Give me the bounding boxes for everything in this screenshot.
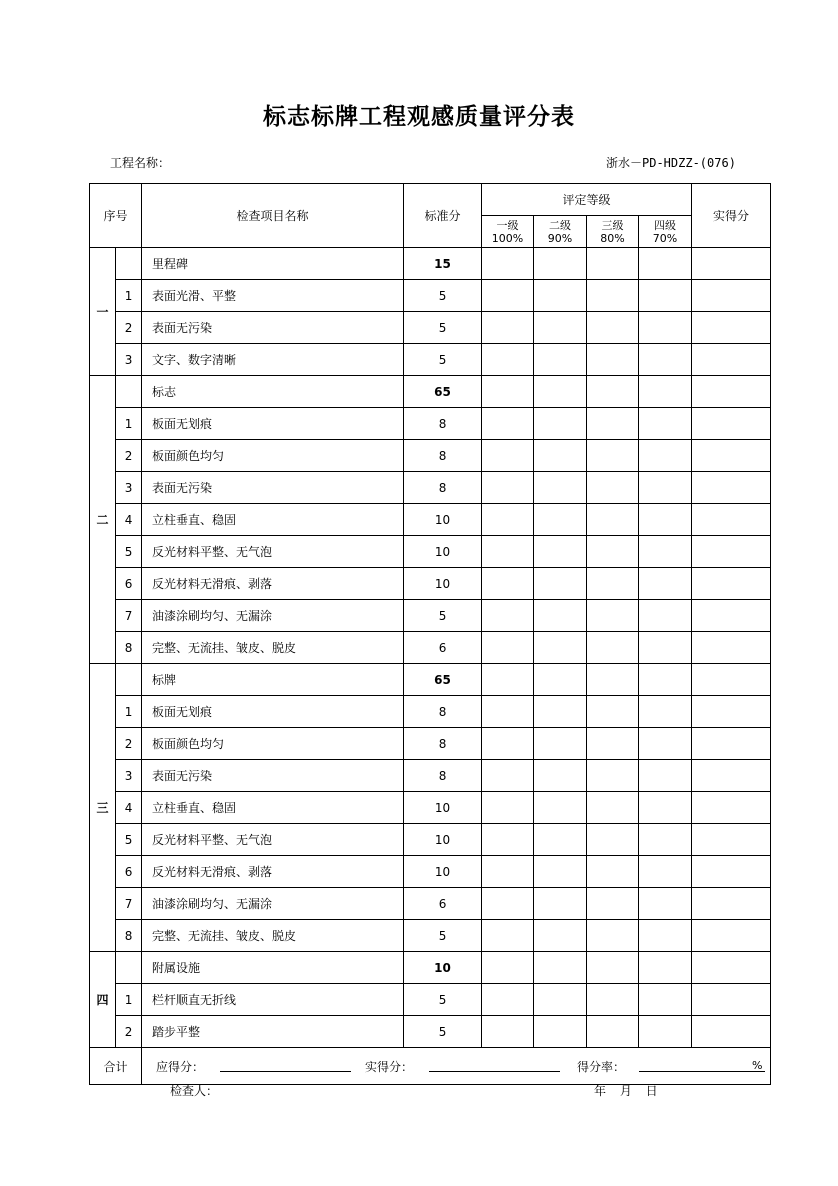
grade-cell[interactable] [639, 472, 692, 504]
actual-score-cell[interactable] [692, 888, 771, 920]
actual-score-cell[interactable] [692, 728, 771, 760]
table-row [90, 792, 771, 824]
table-row [90, 568, 771, 600]
grade-cell[interactable] [482, 312, 534, 344]
item-standard-score: 10 [404, 536, 482, 568]
item-name: 立柱垂直、稳固 [142, 504, 404, 536]
actual-score-cell[interactable] [692, 952, 771, 984]
grade-cell[interactable] [482, 920, 534, 952]
actual-score-cell[interactable] [692, 760, 771, 792]
page-title: 标志标牌工程观感质量评分表 [263, 104, 575, 130]
item-name: 踏步平整 [142, 1016, 404, 1048]
grade-cell[interactable] [639, 504, 692, 536]
grade-cell[interactable] [639, 824, 692, 856]
item-standard-score: 10 [404, 856, 482, 888]
grade-level-4 [639, 216, 692, 248]
table-row [90, 600, 771, 632]
section-standard-score: 15 [404, 248, 482, 280]
grade-cell[interactable] [534, 728, 587, 760]
section-standard-score: 65 [404, 664, 482, 696]
grade-cell[interactable] [587, 664, 639, 696]
table-row [90, 984, 771, 1016]
grade-cell[interactable] [482, 472, 534, 504]
actual-score-field[interactable] [429, 1071, 560, 1072]
grade-cell[interactable] [482, 280, 534, 312]
table-row [90, 760, 771, 792]
grade-cell[interactable] [587, 888, 639, 920]
table-row [90, 408, 771, 440]
item-name: 文字、数字清晰 [142, 344, 404, 376]
item-number: 6 [116, 568, 142, 600]
grade-cell[interactable] [534, 664, 587, 696]
grade-cell[interactable] [639, 312, 692, 344]
item-number: 5 [116, 824, 142, 856]
item-number: 2 [116, 440, 142, 472]
document-code: 浙水－PD-HDZZ-(076) [606, 156, 736, 170]
grade-cell[interactable] [639, 1016, 692, 1048]
item-standard-score: 5 [404, 920, 482, 952]
grade-cell[interactable] [534, 760, 587, 792]
grade-cell[interactable] [482, 664, 534, 696]
grade-cell[interactable] [482, 632, 534, 664]
table-row [90, 1016, 771, 1048]
grade-cell[interactable] [482, 376, 534, 408]
table-row [90, 472, 771, 504]
project-name-label: 工程名称： [110, 156, 171, 170]
section-number: 三 [90, 664, 116, 952]
table-row [90, 824, 771, 856]
grade-cell[interactable] [639, 984, 692, 1016]
grade-cell[interactable] [587, 568, 639, 600]
item-name: 立柱垂直、稳固 [142, 792, 404, 824]
item-standard-score: 6 [404, 632, 482, 664]
grade-cell[interactable] [482, 600, 534, 632]
grade-cell[interactable] [534, 376, 587, 408]
grade-cell[interactable] [587, 920, 639, 952]
grade-level-percent: 100% [491, 231, 524, 245]
item-standard-score: 5 [404, 344, 482, 376]
item-number: 1 [116, 696, 142, 728]
section-header-row [90, 664, 771, 696]
grade-cell[interactable] [482, 1016, 534, 1048]
grade-cell[interactable] [587, 408, 639, 440]
grade-cell[interactable] [587, 376, 639, 408]
item-number: 6 [116, 856, 142, 888]
total-label: 合计 [90, 1048, 142, 1085]
item-number: 5 [116, 536, 142, 568]
grade-cell[interactable] [587, 792, 639, 824]
item-standard-score: 10 [404, 792, 482, 824]
section-standard-score: 10 [404, 952, 482, 984]
item-number [116, 376, 142, 408]
grade-cell[interactable] [534, 472, 587, 504]
item-name: 板面无划痕 [142, 408, 404, 440]
table-row [90, 728, 771, 760]
item-standard-score: 8 [404, 440, 482, 472]
grade-level-name: 三级 [601, 218, 624, 232]
actual-score-cell[interactable] [692, 504, 771, 536]
grade-cell[interactable] [534, 1016, 587, 1048]
item-name: 完整、无流挂、皱皮、脱皮 [142, 920, 404, 952]
grade-cell[interactable] [534, 344, 587, 376]
grade-cell[interactable] [482, 536, 534, 568]
item-standard-score: 10 [404, 504, 482, 536]
actual-score-cell[interactable] [692, 1016, 771, 1048]
grade-cell[interactable] [587, 632, 639, 664]
grade-cell[interactable] [639, 792, 692, 824]
table-row [90, 632, 771, 664]
grade-cell[interactable] [639, 728, 692, 760]
grade-cell[interactable] [587, 440, 639, 472]
grade-level-1 [482, 216, 534, 248]
grade-cell[interactable] [482, 696, 534, 728]
actual-score-cell[interactable] [692, 568, 771, 600]
grade-cell[interactable] [482, 888, 534, 920]
item-standard-score: 5 [404, 312, 482, 344]
grade-cell[interactable] [534, 248, 587, 280]
item-standard-score: 8 [404, 760, 482, 792]
grade-cell[interactable] [534, 312, 587, 344]
table-row [90, 280, 771, 312]
item-standard-score: 8 [404, 728, 482, 760]
item-standard-score: 8 [404, 408, 482, 440]
grade-cell[interactable] [587, 952, 639, 984]
grade-level-3 [587, 216, 639, 248]
item-name: 板面颜色均匀 [142, 728, 404, 760]
section-standard-score: 65 [404, 376, 482, 408]
item-name: 表面无污染 [142, 472, 404, 504]
table-row [90, 440, 771, 472]
grade-cell[interactable] [639, 408, 692, 440]
actual-score-cell[interactable] [692, 984, 771, 1016]
grade-cell[interactable] [587, 248, 639, 280]
grade-cell[interactable] [534, 920, 587, 952]
grade-cell[interactable] [534, 952, 587, 984]
grade-cell[interactable] [587, 536, 639, 568]
actual-score-label: 实得分： [365, 1060, 414, 1074]
item-number: 4 [116, 792, 142, 824]
item-number: 1 [116, 280, 142, 312]
grade-cell[interactable] [587, 280, 639, 312]
actual-score-cell[interactable] [692, 248, 771, 280]
section-title: 标志 [142, 376, 404, 408]
should-score-label: 应得分： [156, 1060, 205, 1074]
grade-cell[interactable] [639, 600, 692, 632]
section-header-row [90, 248, 771, 280]
actual-score-cell[interactable] [692, 472, 771, 504]
section-title: 里程碑 [142, 248, 404, 280]
date-label: 年 月 日 [594, 1084, 658, 1098]
grade-cell[interactable] [587, 824, 639, 856]
should-score-field[interactable] [220, 1071, 351, 1072]
section-header-row [90, 376, 771, 408]
item-standard-score: 5 [404, 600, 482, 632]
actual-score-cell[interactable] [692, 408, 771, 440]
header-seq: 序号 [90, 184, 142, 248]
grade-cell[interactable] [587, 984, 639, 1016]
item-number: 1 [116, 408, 142, 440]
grade-cell[interactable] [482, 568, 534, 600]
actual-score-cell[interactable] [692, 280, 771, 312]
section-number: 二 [90, 376, 116, 664]
grade-cell[interactable] [482, 984, 534, 1016]
actual-score-cell[interactable] [692, 440, 771, 472]
grade-level-name: 二级 [549, 218, 572, 232]
item-name: 反光材料无滑痕、剥落 [142, 856, 404, 888]
grade-cell[interactable] [639, 536, 692, 568]
grade-cell[interactable] [639, 568, 692, 600]
percent-sign: % [752, 1059, 763, 1072]
item-standard-score: 5 [404, 280, 482, 312]
actual-score-cell[interactable] [692, 376, 771, 408]
item-number: 7 [116, 600, 142, 632]
grade-cell[interactable] [587, 856, 639, 888]
item-number: 3 [116, 344, 142, 376]
item-number: 8 [116, 920, 142, 952]
score-rate-field[interactable] [639, 1071, 765, 1072]
table-row [90, 504, 771, 536]
grade-cell[interactable] [482, 504, 534, 536]
item-name: 反光材料无滑痕、剥落 [142, 568, 404, 600]
grade-cell[interactable] [587, 312, 639, 344]
grade-cell[interactable] [482, 792, 534, 824]
item-number [116, 664, 142, 696]
grade-level-name: 一级 [496, 218, 519, 232]
score-table [89, 183, 771, 1085]
actual-score-cell[interactable] [692, 344, 771, 376]
section-header-row [90, 952, 771, 984]
item-number: 1 [116, 984, 142, 1016]
grade-level-percent: 80% [600, 231, 625, 245]
grade-cell[interactable] [482, 856, 534, 888]
header-item-name: 检查项目名称 [142, 184, 404, 248]
grade-cell[interactable] [587, 504, 639, 536]
table-row [90, 312, 771, 344]
grade-cell[interactable] [482, 824, 534, 856]
item-name: 表面光滑、平整 [142, 280, 404, 312]
item-name: 油漆涂刷均匀、无漏涂 [142, 888, 404, 920]
actual-score-cell[interactable] [692, 824, 771, 856]
grade-cell[interactable] [534, 792, 587, 824]
grade-cell[interactable] [482, 952, 534, 984]
table-row [90, 344, 771, 376]
item-number [116, 248, 142, 280]
item-name: 反光材料平整、无气泡 [142, 536, 404, 568]
grade-cell[interactable] [639, 952, 692, 984]
item-number: 2 [116, 728, 142, 760]
grade-cell[interactable] [534, 408, 587, 440]
actual-score-cell[interactable] [692, 536, 771, 568]
item-standard-score: 10 [404, 568, 482, 600]
grade-cell[interactable] [639, 696, 692, 728]
table-row [90, 920, 771, 952]
grade-cell[interactable] [639, 760, 692, 792]
grade-cell[interactable] [482, 408, 534, 440]
item-name: 油漆涂刷均匀、无漏涂 [142, 600, 404, 632]
grade-cell[interactable] [534, 632, 587, 664]
table-row [90, 536, 771, 568]
section-number: 四 [90, 952, 116, 1048]
grade-cell[interactable] [639, 888, 692, 920]
grade-cell[interactable] [639, 920, 692, 952]
inspector-label: 检查人： [170, 1084, 219, 1098]
header-standard-score: 标准分 [404, 184, 482, 248]
grade-cell[interactable] [587, 760, 639, 792]
table-row [90, 856, 771, 888]
grade-cell[interactable] [534, 888, 587, 920]
grade-cell[interactable] [482, 248, 534, 280]
item-name: 反光材料平整、无气泡 [142, 824, 404, 856]
grade-cell[interactable] [639, 280, 692, 312]
actual-score-cell[interactable] [692, 312, 771, 344]
table-row [90, 888, 771, 920]
grade-cell[interactable] [482, 728, 534, 760]
grade-cell[interactable] [534, 440, 587, 472]
grade-cell[interactable] [482, 760, 534, 792]
grade-cell[interactable] [587, 728, 639, 760]
score-rate-label: 得分率： [577, 1060, 626, 1074]
actual-score-cell[interactable] [692, 632, 771, 664]
grade-level-percent: 90% [547, 231, 573, 245]
item-standard-score: 5 [404, 984, 482, 1016]
grade-cell[interactable] [482, 440, 534, 472]
grade-cell[interactable] [534, 600, 587, 632]
actual-score-cell[interactable] [692, 920, 771, 952]
grade-cell[interactable] [639, 344, 692, 376]
header-grade: 评定等级 [482, 184, 692, 216]
item-number: 8 [116, 632, 142, 664]
grade-level-percent: 70% [652, 231, 678, 245]
grade-cell[interactable] [639, 440, 692, 472]
grade-cell[interactable] [587, 600, 639, 632]
item-standard-score: 8 [404, 696, 482, 728]
section-number: 一 [90, 248, 116, 376]
grade-cell[interactable] [534, 984, 587, 1016]
grade-cell[interactable] [639, 664, 692, 696]
grade-level-name: 四级 [654, 218, 677, 232]
grade-cell[interactable] [534, 504, 587, 536]
grade-cell[interactable] [639, 376, 692, 408]
item-standard-score: 6 [404, 888, 482, 920]
item-number: 2 [116, 1016, 142, 1048]
item-name: 表面无污染 [142, 760, 404, 792]
item-name: 板面颜色均匀 [142, 440, 404, 472]
actual-score-cell[interactable] [692, 696, 771, 728]
item-standard-score: 10 [404, 824, 482, 856]
grade-cell[interactable] [482, 344, 534, 376]
grade-cell[interactable] [534, 824, 587, 856]
grade-cell[interactable] [534, 696, 587, 728]
section-title: 标牌 [142, 664, 404, 696]
actual-score-cell[interactable] [692, 792, 771, 824]
item-name: 栏杆顺直无折线 [142, 984, 404, 1016]
section-title: 附属设施 [142, 952, 404, 984]
grade-cell[interactable] [587, 1016, 639, 1048]
grade-cell[interactable] [587, 472, 639, 504]
grade-cell[interactable] [639, 248, 692, 280]
item-number: 7 [116, 888, 142, 920]
item-standard-score: 5 [404, 1016, 482, 1048]
item-number: 4 [116, 504, 142, 536]
item-number [116, 952, 142, 984]
item-standard-score: 8 [404, 472, 482, 504]
item-number: 3 [116, 760, 142, 792]
grade-level-2 [534, 216, 587, 248]
grade-cell[interactable] [587, 344, 639, 376]
total-fields [142, 1048, 771, 1085]
grade-cell[interactable] [534, 280, 587, 312]
actual-score-cell[interactable] [692, 600, 771, 632]
item-name: 表面无污染 [142, 312, 404, 344]
item-number: 2 [116, 312, 142, 344]
grade-cell[interactable] [534, 568, 587, 600]
grade-cell[interactable] [639, 856, 692, 888]
grade-cell[interactable] [534, 856, 587, 888]
actual-score-cell[interactable] [692, 856, 771, 888]
total-row [90, 1048, 771, 1085]
grade-cell[interactable] [639, 632, 692, 664]
actual-score-cell[interactable] [692, 664, 771, 696]
grade-cell[interactable] [587, 696, 639, 728]
item-name: 板面无划痕 [142, 696, 404, 728]
grade-cell[interactable] [534, 536, 587, 568]
item-name: 完整、无流挂、皱皮、脱皮 [142, 632, 404, 664]
table-row [90, 696, 771, 728]
item-number: 3 [116, 472, 142, 504]
header-actual-score: 实得分 [692, 184, 771, 248]
